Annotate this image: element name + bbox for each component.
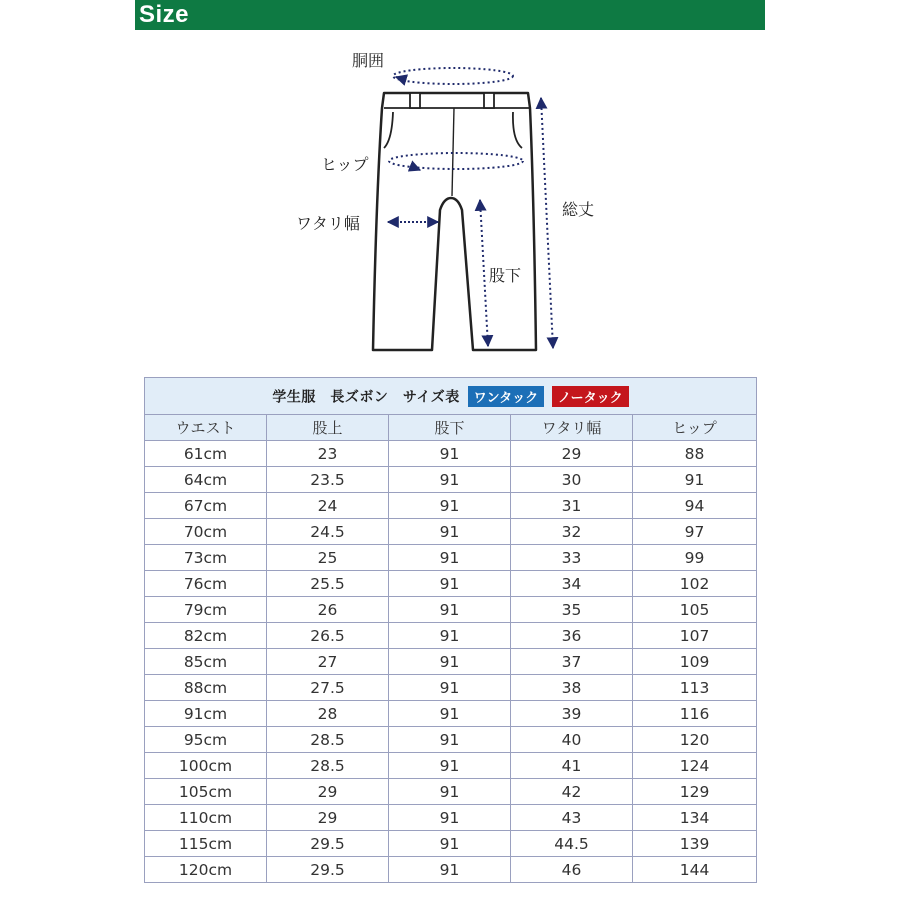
table-header-row: [145, 415, 757, 441]
table-cell: 91: [389, 571, 511, 597]
table-cell: 91: [389, 727, 511, 753]
table-cell: 24: [267, 493, 389, 519]
table-cell: 30: [511, 467, 633, 493]
table-row: [145, 753, 757, 779]
table-cell: 91: [389, 701, 511, 727]
table-cell: 97: [633, 519, 757, 545]
pants-diagram: [0, 0, 900, 370]
column-header: 股上: [267, 415, 389, 441]
table-cell: 116: [633, 701, 757, 727]
hip-label: ヒップ: [321, 155, 369, 174]
table-cell: 91: [389, 519, 511, 545]
table-cell: 94: [633, 493, 757, 519]
table-cell: 91: [633, 467, 757, 493]
table-cell: 26.5: [267, 623, 389, 649]
table-row: [145, 571, 757, 597]
table-cell: 24.5: [267, 519, 389, 545]
table-cell: 31: [511, 493, 633, 519]
table-cell: 37: [511, 649, 633, 675]
table-cell: 27.5: [267, 675, 389, 701]
no-tuck-badge: ノータック: [552, 386, 629, 407]
table-cell: 91: [389, 545, 511, 571]
table-cell: 109: [633, 649, 757, 675]
table-row: [145, 675, 757, 701]
table-cell: 29.5: [267, 831, 389, 857]
size-table: [144, 377, 757, 883]
table-cell: 95cm: [145, 727, 267, 753]
table-cell: 38: [511, 675, 633, 701]
table-cell: 67cm: [145, 493, 267, 519]
table-cell: 29: [511, 441, 633, 467]
table-cell: 120cm: [145, 857, 267, 883]
table-cell: 29: [267, 779, 389, 805]
table-cell: 102: [633, 571, 757, 597]
length-measure: [541, 98, 553, 348]
table-cell: 124: [633, 753, 757, 779]
table-cell: 79cm: [145, 597, 267, 623]
table-cell: 88cm: [145, 675, 267, 701]
waist-label: 胴囲: [352, 51, 385, 70]
table-cell: 42: [511, 779, 633, 805]
table-cell: 28.5: [267, 727, 389, 753]
table-cell: 105cm: [145, 779, 267, 805]
table-cell: 23.5: [267, 467, 389, 493]
table-row: [145, 441, 757, 467]
column-header: ワタリ幅: [511, 415, 633, 441]
table-cell: 39: [511, 701, 633, 727]
table-cell: 73cm: [145, 545, 267, 571]
table-cell: 43: [511, 805, 633, 831]
table-cell: 91cm: [145, 701, 267, 727]
table-cell: 33: [511, 545, 633, 571]
column-header: ヒップ: [633, 415, 757, 441]
table-cell: 91: [389, 675, 511, 701]
table-row: [145, 623, 757, 649]
table-cell: 27: [267, 649, 389, 675]
table-row: [145, 519, 757, 545]
column-header: 股下: [389, 415, 511, 441]
table-cell: 91: [389, 441, 511, 467]
table-cell: 40: [511, 727, 633, 753]
table-cell: 23: [267, 441, 389, 467]
column-header: ウエスト: [145, 415, 267, 441]
table-cell: 115cm: [145, 831, 267, 857]
table-cell: 41: [511, 753, 633, 779]
table-row: [145, 805, 757, 831]
table-cell: 134: [633, 805, 757, 831]
table-title-row: [145, 378, 757, 415]
table-cell: 91: [389, 831, 511, 857]
table-title: 学生服 長ズボン サイズ表: [272, 389, 460, 405]
table-cell: 91: [389, 779, 511, 805]
table-cell: 32: [511, 519, 633, 545]
table-cell: 91: [389, 623, 511, 649]
table-row: [145, 649, 757, 675]
table-cell: 44.5: [511, 831, 633, 857]
table-cell: 25: [267, 545, 389, 571]
table-row: [145, 545, 757, 571]
table-cell: 82cm: [145, 623, 267, 649]
table-cell: 28.5: [267, 753, 389, 779]
table-cell: 29: [267, 805, 389, 831]
table-cell: 91: [389, 597, 511, 623]
table-cell: 70cm: [145, 519, 267, 545]
table-cell: 61cm: [145, 441, 267, 467]
table-cell: 88: [633, 441, 757, 467]
inseam-label: 股下: [489, 266, 522, 285]
table-cell: 129: [633, 779, 757, 805]
table-cell: 105: [633, 597, 757, 623]
table-row: [145, 493, 757, 519]
table-cell: 28: [267, 701, 389, 727]
waist-measure: [393, 68, 513, 84]
thigh-label: ワタリ幅: [296, 214, 360, 233]
table-cell: 34: [511, 571, 633, 597]
table-row: [145, 779, 757, 805]
table-cell: 100cm: [145, 753, 267, 779]
table-cell: 113: [633, 675, 757, 701]
table-cell: 120: [633, 727, 757, 753]
table-row: [145, 597, 757, 623]
table-cell: 110cm: [145, 805, 267, 831]
table-title-cell: [145, 378, 757, 415]
table-cell: 91: [389, 753, 511, 779]
length-label: 総丈: [562, 200, 595, 219]
table-row: [145, 701, 757, 727]
table-cell: 26: [267, 597, 389, 623]
pants-illustration: [0, 0, 900, 370]
table-cell: 91: [389, 493, 511, 519]
table-cell: 36: [511, 623, 633, 649]
size-heading: Size: [139, 1, 190, 28]
table-cell: 76cm: [145, 571, 267, 597]
table-cell: 85cm: [145, 649, 267, 675]
table-row: [145, 831, 757, 857]
table-cell: 91: [389, 649, 511, 675]
table-row: [145, 857, 757, 883]
table-cell: 64cm: [145, 467, 267, 493]
table-cell: 46: [511, 857, 633, 883]
table-row: [145, 727, 757, 753]
one-tuck-badge: ワンタック: [468, 386, 544, 407]
table-cell: 91: [389, 857, 511, 883]
table-row: [145, 467, 757, 493]
table-cell: 25.5: [267, 571, 389, 597]
table-cell: 107: [633, 623, 757, 649]
table-cell: 144: [633, 857, 757, 883]
table-cell: 91: [389, 805, 511, 831]
table-cell: 35: [511, 597, 633, 623]
table-cell: 139: [633, 831, 757, 857]
table-cell: 29.5: [267, 857, 389, 883]
table-cell: 91: [389, 467, 511, 493]
table-cell: 99: [633, 545, 757, 571]
